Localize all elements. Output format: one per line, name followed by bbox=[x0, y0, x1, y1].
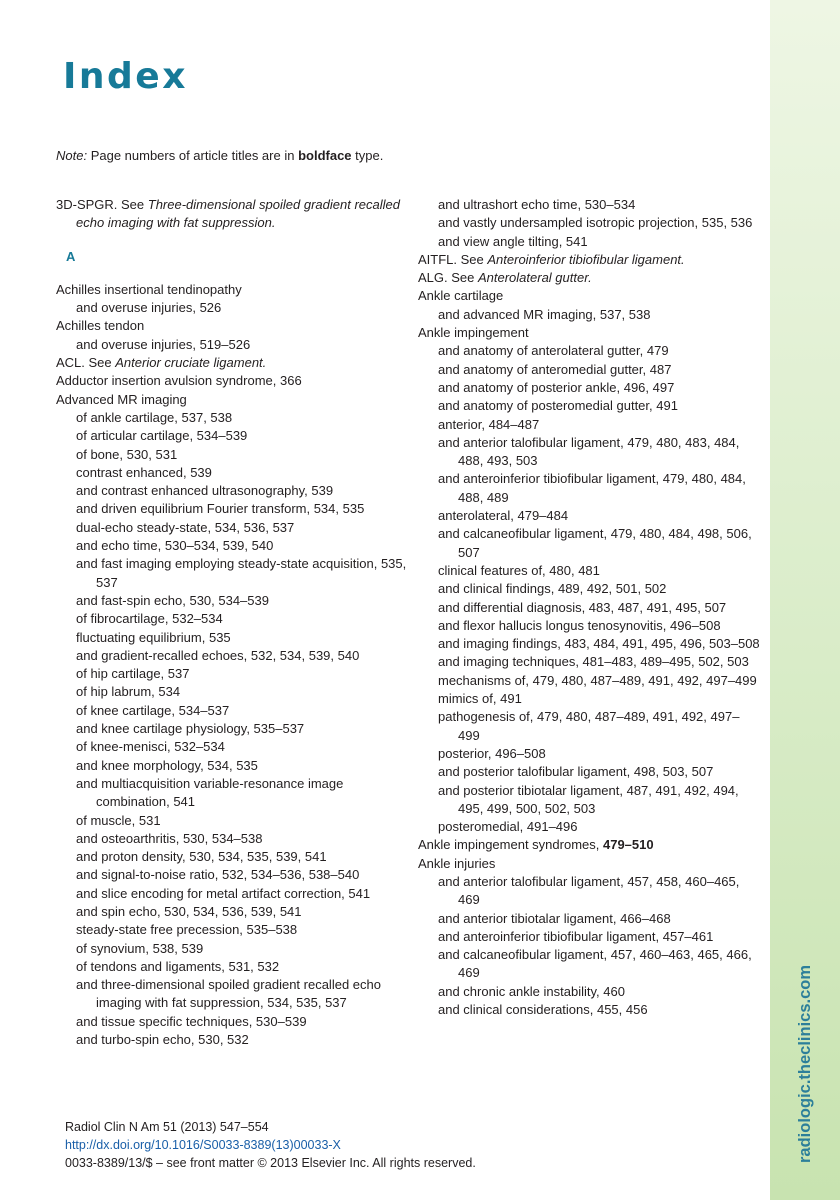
index-sub-entry bbox=[438, 306, 760, 324]
index-sub-entry bbox=[438, 416, 760, 434]
entry-text: pathogenesis of, 479, 480, 487–489, 491, 492, 497–499 bbox=[438, 709, 740, 743]
index-main-entry bbox=[418, 324, 760, 342]
index-main-entry bbox=[56, 317, 408, 335]
entry-text: dual-echo steady-state, 534, 536, 537 bbox=[76, 519, 295, 535]
index-main-entry bbox=[418, 269, 760, 287]
entry-text: and fast-spin echo, 530, 534–539 bbox=[76, 592, 269, 608]
index-sub-entry bbox=[438, 946, 760, 983]
entry-text: and anatomy of posterior ankle, 496, 497 bbox=[438, 379, 675, 395]
index-main-entry bbox=[56, 372, 408, 390]
index-sub-entry bbox=[438, 397, 760, 415]
index-main-entry bbox=[418, 251, 760, 269]
index-sub-entry bbox=[438, 672, 760, 690]
entry-text: Ankle impingement syndromes, bbox=[418, 837, 603, 853]
entry-text: clinical features of, 480, 481 bbox=[438, 562, 600, 578]
entry-text: anterior, 484–487 bbox=[438, 416, 540, 432]
article-footer bbox=[65, 1118, 476, 1172]
index-sub-entry bbox=[76, 830, 408, 848]
index-sub-entry bbox=[76, 592, 408, 610]
index-sub-entry bbox=[438, 910, 760, 928]
entry-text: and echo time, 530–534, 539, 540 bbox=[76, 538, 274, 554]
entry-text: posterior, 496–508 bbox=[438, 745, 546, 761]
entry-text: of knee-menisci, 532–534 bbox=[76, 739, 225, 755]
entry-text: and knee cartilage physiology, 535–537 bbox=[76, 721, 305, 737]
index-sub-entry bbox=[76, 555, 408, 592]
entry-text: fluctuating equilibrium, 535 bbox=[76, 629, 231, 645]
index-main-entry bbox=[56, 196, 408, 233]
entry-text: and vastly undersampled isotropic projection, 535, 536 bbox=[438, 215, 753, 231]
index-main-entry bbox=[56, 354, 408, 372]
entry-text: Adductor insertion avulsion syndrome, 366 bbox=[56, 373, 302, 389]
entry-text: and view angle tilting, 541 bbox=[438, 233, 588, 249]
entry-text: and imaging techniques, 481–483, 489–495, 502, 503 bbox=[438, 654, 749, 670]
entry-text: mimics of, 491 bbox=[438, 691, 522, 707]
citation-line: Radiol Clin N Am 51 (2013) 547–554 bbox=[65, 1120, 269, 1134]
entry-text: posteromedial, 491–496 bbox=[438, 819, 578, 835]
entry-text: and posterior tibiotalar ligament, 487, 491, 492, 494, 495, 499, 500, 502, 503 bbox=[438, 782, 739, 816]
index-sub-entry bbox=[76, 903, 408, 921]
entry-text: of knee cartilage, 534–537 bbox=[76, 702, 230, 718]
index-sub-entry bbox=[76, 500, 408, 518]
index-sub-entry bbox=[438, 708, 760, 745]
index-main-entry bbox=[418, 855, 760, 873]
index-sub-entry bbox=[76, 665, 408, 683]
entry-text: and anatomy of anteromedial gutter, 487 bbox=[438, 361, 672, 377]
entry-text: and anterior tibiotalar ligament, 466–468 bbox=[438, 910, 671, 926]
index-sub-entry bbox=[76, 683, 408, 701]
entry-text: and osteoarthritis, 530, 534–538 bbox=[76, 830, 263, 846]
entry-text: Advanced MR imaging bbox=[56, 391, 187, 407]
index-sub-entry bbox=[76, 702, 408, 720]
entry-text: and posterior talofibular ligament, 498, 503, 507 bbox=[438, 764, 714, 780]
index-sub-entry bbox=[76, 720, 408, 738]
bold-page-range: 479–510 bbox=[602, 837, 654, 853]
index-sub-entry bbox=[438, 690, 760, 708]
index-sub-entry bbox=[76, 958, 408, 976]
index-sub-entry bbox=[76, 1031, 408, 1049]
index-sub-entry bbox=[438, 745, 760, 763]
page-title: Index bbox=[63, 56, 188, 97]
entry-text: and flexor hallucis longus tenosynovitis, 496–508 bbox=[438, 617, 721, 633]
entry-text: contrast enhanced, 539 bbox=[76, 464, 212, 480]
index-sub-entry bbox=[76, 738, 408, 756]
entry-text: and knee morphology, 534, 535 bbox=[76, 757, 258, 773]
index-sub-entry bbox=[438, 379, 760, 397]
entry-text: and fast imaging employing steady-state acquisition, 535, 537 bbox=[76, 556, 407, 590]
entry-text: and proton density, 530, 534, 535, 539, 541 bbox=[76, 849, 327, 865]
index-sub-entry bbox=[438, 653, 760, 671]
cross-reference-text: Anteroinferior tibiofibular ligament. bbox=[487, 251, 685, 267]
index-sub-entry bbox=[76, 757, 408, 775]
index-sub-entry bbox=[438, 782, 760, 819]
entry-text: and spin echo, 530, 534, 536, 539, 541 bbox=[76, 903, 302, 919]
entry-text: and anteroinferior tibiofibular ligament, 479, 480, 484, 488, 489 bbox=[438, 471, 746, 505]
note-bold-word: boldface bbox=[298, 148, 352, 163]
index-sub-entry bbox=[438, 196, 760, 214]
index-sub-entry bbox=[438, 928, 760, 946]
index-sub-entry bbox=[438, 599, 760, 617]
entry-text: AITFL. See bbox=[418, 251, 488, 267]
index-sub-entry bbox=[438, 507, 760, 525]
index-sub-entry bbox=[76, 482, 408, 500]
note-text-before: Page numbers of article titles are in bbox=[87, 148, 299, 163]
entry-text: Ankle impingement bbox=[418, 325, 529, 341]
index-sub-entry bbox=[438, 873, 760, 910]
cross-reference-text: Three-dimensional spoiled gradient recalled echo imaging with fat suppression. bbox=[76, 197, 400, 231]
entry-text: and tissue specific techniques, 530–539 bbox=[76, 1013, 307, 1029]
entry-text: and driven equilibrium Fourier transform, 534, 535 bbox=[76, 501, 365, 517]
entry-text: and anatomy of posteromedial gutter, 491 bbox=[438, 398, 678, 414]
index-sub-entry bbox=[438, 617, 760, 635]
index-sub-entry bbox=[438, 580, 760, 598]
entry-text: and clinical considerations, 455, 456 bbox=[438, 1002, 648, 1018]
index-sub-entry bbox=[438, 763, 760, 781]
journal-url-vertical[interactable]: radiologic.theclinics.com bbox=[796, 964, 814, 1163]
index-sub-entry bbox=[438, 434, 760, 471]
entry-text: and calcaneofibular ligament, 479, 480, 484, 498, 506, 507 bbox=[438, 526, 752, 560]
entry-text: and three-dimensional spoiled gradient recalled echo imaging with fat suppression, 534, 535, 537 bbox=[76, 977, 381, 1011]
index-sub-entry bbox=[76, 976, 408, 1013]
index-sub-entry bbox=[76, 336, 408, 354]
index-column-left bbox=[56, 196, 408, 1049]
entry-text: and overuse injuries, 526 bbox=[76, 300, 222, 316]
entry-text: and ultrashort echo time, 530–534 bbox=[438, 197, 636, 212]
index-sub-entry bbox=[76, 610, 408, 628]
section-letter-a: A bbox=[66, 248, 76, 264]
index-sub-entry bbox=[76, 427, 408, 445]
doi-link[interactable]: http://dx.doi.org/10.1016/S0033-8389(13)00033-X bbox=[65, 1138, 341, 1152]
copyright-line: 0033-8389/13/$ – see front matter © 2013 Elsevier Inc. All rights reserved. bbox=[65, 1156, 476, 1170]
entry-text: steady-state free precession, 535–538 bbox=[76, 922, 298, 938]
entry-text: ALG. See bbox=[418, 270, 478, 286]
index-sub-entry bbox=[76, 464, 408, 482]
index-sub-entry bbox=[438, 818, 760, 836]
index-sub-entry bbox=[76, 1013, 408, 1031]
cross-reference-text: Anterior cruciate ligament. bbox=[115, 355, 267, 371]
index-sub-entry bbox=[76, 409, 408, 427]
entry-text: and turbo-spin echo, 530, 532 bbox=[76, 1032, 249, 1048]
entry-text: Ankle cartilage bbox=[418, 288, 504, 304]
index-sub-entry bbox=[438, 214, 760, 232]
index-sub-entry bbox=[76, 775, 408, 812]
entry-text: of ankle cartilage, 537, 538 bbox=[76, 409, 233, 425]
entry-text: and anteroinferior tibiofibular ligament, 457–461 bbox=[438, 928, 714, 944]
entry-text: and calcaneofibular ligament, 457, 460–463, 465, 466, 469 bbox=[438, 947, 752, 981]
index-sub-entry bbox=[76, 647, 408, 665]
index-sub-entry bbox=[438, 233, 760, 251]
entry-text: and overuse injuries, 519–526 bbox=[76, 336, 251, 352]
index-sub-entry bbox=[76, 921, 408, 939]
entry-text: of fibrocartilage, 532–534 bbox=[76, 611, 223, 627]
index-sub-entry bbox=[76, 812, 408, 830]
index-main-entry bbox=[418, 287, 760, 305]
index-sub-entry bbox=[76, 940, 408, 958]
entry-text: of tendons and ligaments, 531, 532 bbox=[76, 958, 280, 974]
entry-text: and chronic ankle instability, 460 bbox=[438, 983, 625, 999]
boldface-note bbox=[56, 148, 383, 163]
entry-text: and anatomy of anterolateral gutter, 479 bbox=[438, 343, 669, 359]
index-sub-entry bbox=[76, 519, 408, 537]
index-sub-entry bbox=[76, 848, 408, 866]
index-sub-entry bbox=[438, 562, 760, 580]
entry-text: and anterior talofibular ligament, 457, 458, 460–465, 469 bbox=[438, 873, 740, 908]
entry-text: of bone, 530, 531 bbox=[76, 446, 178, 462]
index-sub-entry bbox=[76, 885, 408, 903]
entry-text: of synovium, 538, 539 bbox=[76, 940, 204, 956]
entry-text: and anterior talofibular ligament, 479, 480, 483, 484, 488, 493, 503 bbox=[438, 434, 740, 469]
entry-text: of hip cartilage, 537 bbox=[76, 666, 190, 682]
index-sub-entry bbox=[76, 299, 408, 317]
entry-text: of muscle, 531 bbox=[76, 812, 161, 828]
entry-text: and gradient-recalled echoes, 532, 534, 539, 540 bbox=[76, 647, 360, 663]
entry-text: Achilles tendon bbox=[56, 318, 145, 334]
entry-text: of hip labrum, 534 bbox=[76, 684, 181, 700]
entry-text: Ankle injuries bbox=[418, 855, 496, 871]
index-sub-entry bbox=[438, 635, 760, 653]
index-sub-entry bbox=[76, 866, 408, 884]
index-sub-entry bbox=[438, 1001, 760, 1019]
index-sub-entry bbox=[438, 470, 760, 507]
entry-text: and advanced MR imaging, 537, 538 bbox=[438, 306, 651, 322]
entry-text: mechanisms of, 479, 480, 487–489, 491, 492, 497–499 bbox=[438, 672, 757, 688]
index-sub-entry bbox=[438, 342, 760, 360]
entry-text: and signal-to-noise ratio, 532, 534–536, 538–540 bbox=[76, 867, 360, 883]
entry-text: and differential diagnosis, 483, 487, 491, 495, 507 bbox=[438, 599, 727, 615]
entry-text: 3D-SPGR. See bbox=[56, 197, 148, 212]
note-label: Note: bbox=[56, 148, 88, 163]
cross-reference-text: Anterolateral gutter. bbox=[477, 270, 592, 286]
entry-text: anterolateral, 479–484 bbox=[438, 508, 569, 524]
note-text-after: type. bbox=[351, 148, 384, 163]
index-sub-entry bbox=[76, 537, 408, 555]
entry-text: and clinical findings, 489, 492, 501, 502 bbox=[438, 581, 667, 597]
index-sub-entry bbox=[438, 361, 760, 379]
index-main-entry bbox=[56, 391, 408, 409]
entry-text: and slice encoding for metal artifact correction, 541 bbox=[76, 885, 371, 901]
entry-text: ACL. See bbox=[56, 355, 116, 371]
entry-text: and imaging findings, 483, 484, 491, 495, 496, 503–508 bbox=[438, 636, 760, 652]
entry-text: of articular cartilage, 534–539 bbox=[76, 428, 248, 444]
entry-text: and multiacquisition variable-resonance image combination, 541 bbox=[76, 775, 344, 810]
index-sub-entry bbox=[76, 446, 408, 464]
index-column-right bbox=[418, 196, 760, 1019]
index-main-entry bbox=[56, 281, 408, 299]
index-main-entry bbox=[418, 836, 760, 854]
entry-text: Achilles insertional tendinopathy bbox=[56, 281, 242, 297]
index-sub-entry bbox=[438, 983, 760, 1001]
index-sub-entry bbox=[438, 525, 760, 562]
entry-text: and contrast enhanced ultrasonography, 539 bbox=[76, 483, 334, 499]
index-sub-entry bbox=[76, 629, 408, 647]
